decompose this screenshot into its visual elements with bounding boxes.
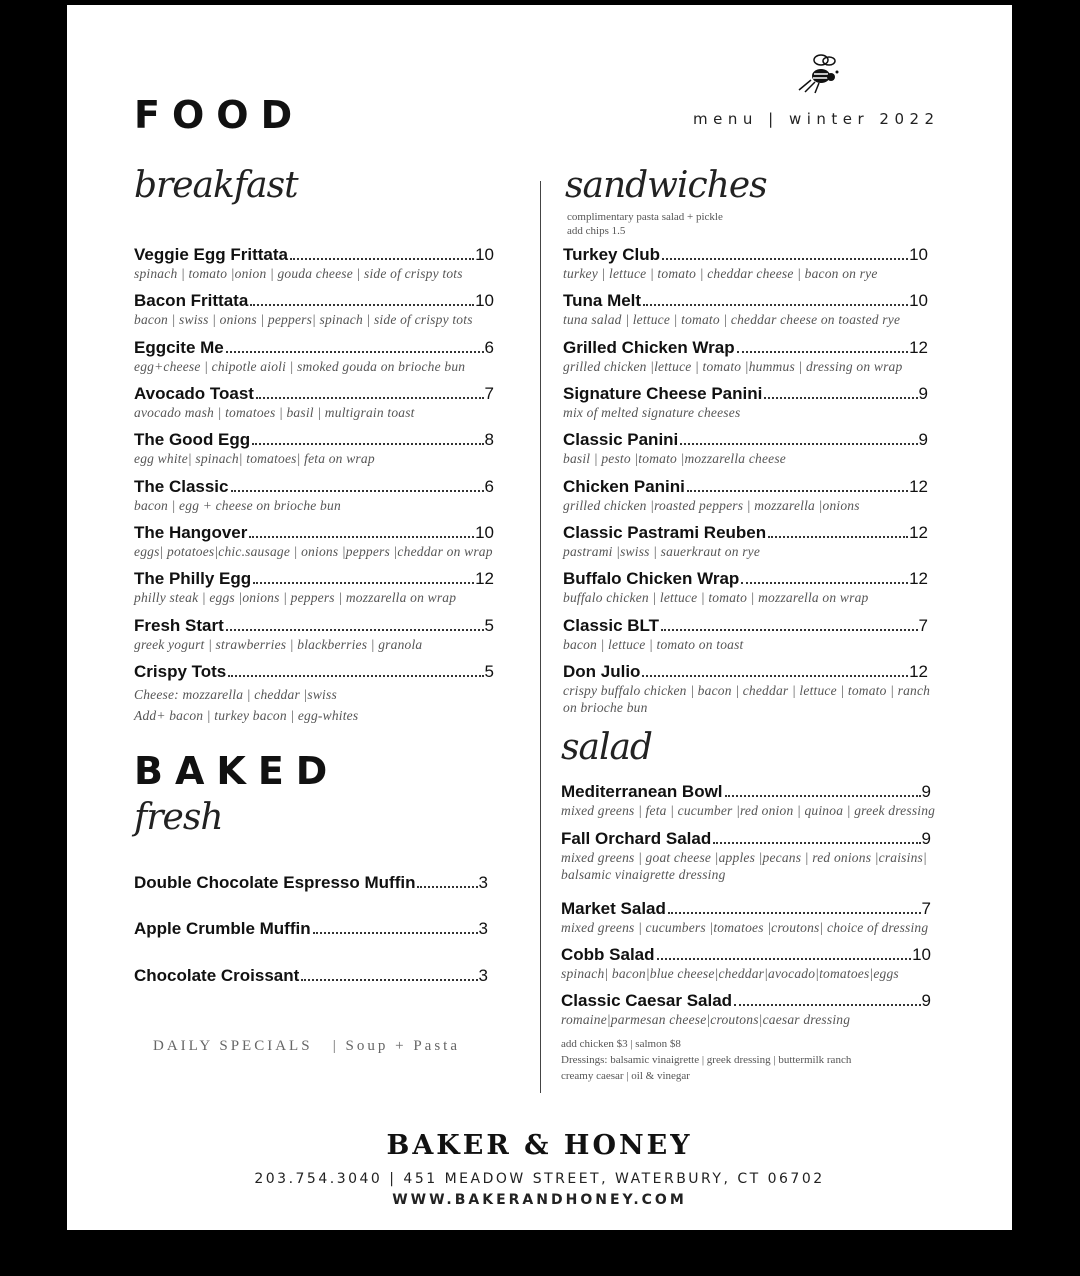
menu-item-description: mixed greens | goat cheese |apples |pecans | red onions |craisins| xyxy=(561,850,927,865)
website-link[interactable]: WWW.BAKERANDHONEY.COM xyxy=(392,1192,687,1208)
menu-item-description: tuna salad | lettuce | tomato | cheddar cheese on toasted rye xyxy=(563,312,901,327)
menu-item xyxy=(561,782,936,826)
menu-item-description-2: on brioche bun xyxy=(563,700,648,715)
menu-item-line xyxy=(563,245,928,265)
menu-item-line xyxy=(561,899,931,919)
menu-item-line xyxy=(134,966,488,986)
menu-item-description: bacon | swiss | onions | peppers| spinach | side of crispy tots xyxy=(134,312,473,327)
sandwiches-heading: sandwiches xyxy=(565,165,767,206)
menu-item-name: Chicken Panini xyxy=(563,477,685,496)
dot-leader xyxy=(250,304,474,306)
dot-leader xyxy=(417,886,477,888)
menu-item xyxy=(561,829,931,882)
menu-item-line xyxy=(563,384,928,404)
menu-item-name: Buffalo Chicken Wrap xyxy=(563,569,740,588)
menu-item-description: romaine|parmesan cheese|croutons|caesar dressing xyxy=(561,1012,851,1027)
menu-item-line xyxy=(134,873,488,893)
menu-item xyxy=(563,430,928,474)
bee-icon xyxy=(785,50,845,94)
menu-item-description: avocado mash | tomatoes | basil | multigrain toast xyxy=(134,405,415,420)
dot-leader xyxy=(661,629,917,631)
menu-item-price: 9 xyxy=(921,829,931,848)
menu-item-price: 12 xyxy=(475,569,494,588)
menu-item xyxy=(563,338,928,382)
dot-leader xyxy=(657,958,912,960)
dot-leader xyxy=(734,1004,920,1006)
menu-item-price: 12 xyxy=(909,338,928,357)
dot-leader xyxy=(226,629,484,631)
menu-item-price: 3 xyxy=(478,966,488,985)
menu-item-line xyxy=(563,430,928,450)
menu-item-description: Cheese: mozzarella | cheddar |swiss xyxy=(134,687,337,702)
dot-leader xyxy=(725,795,921,797)
dot-leader xyxy=(249,536,474,538)
dot-leader xyxy=(253,582,474,584)
dot-leader xyxy=(642,675,908,677)
menu-item-price: 9 xyxy=(918,384,928,403)
menu-item-line xyxy=(134,477,494,497)
daily-specials: DAILY SPECIALS | Soup + Pasta xyxy=(153,1038,460,1054)
menu-item-price: 12 xyxy=(909,569,928,588)
menu-item-name: The Classic xyxy=(134,477,229,496)
menu-item-line xyxy=(563,569,928,589)
dot-leader xyxy=(290,258,474,260)
menu-item-price: 10 xyxy=(912,945,931,964)
menu-item-line xyxy=(561,945,931,965)
menu-item-price: 7 xyxy=(921,899,931,918)
menu-item-line xyxy=(134,919,488,939)
menu-item-line xyxy=(134,384,494,404)
menu-subtitle: menu | winter 2022 xyxy=(693,110,940,128)
menu-item-name: Turkey Club xyxy=(563,245,660,264)
menu-item-description: crispy buffalo chicken | bacon | cheddar | lettuce | tomato | ranch xyxy=(563,683,931,698)
menu-item xyxy=(134,291,494,335)
page-title: FOOD xyxy=(134,93,305,137)
menu-item xyxy=(134,338,494,382)
dot-leader xyxy=(764,397,917,399)
menu-item-description: grilled chicken |roasted peppers | mozzarella |onions xyxy=(563,498,860,513)
menu-item xyxy=(134,873,488,917)
menu-item xyxy=(134,477,494,521)
menu-item-price: 7 xyxy=(918,616,928,635)
menu-item-name: Double Chocolate Espresso Muffin xyxy=(134,873,416,892)
dot-leader xyxy=(768,536,908,538)
menu-item-name: Mediterranean Bowl xyxy=(561,782,723,801)
dot-leader xyxy=(226,351,484,353)
menu-item-name: Bacon Frittata xyxy=(134,291,249,310)
menu-item xyxy=(563,523,928,567)
menu-item-price: 6 xyxy=(484,338,494,357)
menu-item xyxy=(134,523,494,567)
menu-item-price: 3 xyxy=(478,919,488,938)
menu-item-line xyxy=(134,662,494,682)
menu-item-price: 9 xyxy=(918,430,928,449)
menu-item-price: 10 xyxy=(475,523,494,542)
menu-item xyxy=(563,291,928,335)
menu-item xyxy=(561,991,931,1035)
menu-item-line xyxy=(134,569,494,589)
menu-item-price: 3 xyxy=(478,873,488,892)
menu-item xyxy=(134,966,488,1010)
salad-heading: salad xyxy=(561,727,652,768)
menu-item-name: Classic Panini xyxy=(563,430,679,449)
menu-item-price: 12 xyxy=(909,662,928,681)
menu-item-name: Don Julio xyxy=(563,662,641,681)
menu-item-price: 9 xyxy=(921,782,931,801)
fresh-heading: fresh xyxy=(134,797,223,838)
menu-item-price: 6 xyxy=(484,477,494,496)
menu-item xyxy=(134,662,494,723)
menu-item-price: 10 xyxy=(909,245,928,264)
dot-leader xyxy=(231,490,484,492)
salad-addons: add chicken $3 | salmon $8 xyxy=(561,1038,681,1050)
menu-item-name: Avocado Toast xyxy=(134,384,254,403)
menu-item-line xyxy=(561,991,931,1011)
menu-item-line xyxy=(563,338,928,358)
menu-item-description: mixed greens | feta | cucumber |red onion | quinoa | greek dressing xyxy=(561,803,936,818)
menu-item xyxy=(134,569,494,613)
menu-item-name: Classic BLT xyxy=(563,616,660,635)
menu-item-description: eggs| potatoes|chic.sausage | onions |peppers |cheddar on wrap xyxy=(134,544,493,559)
dot-leader xyxy=(252,443,483,445)
menu-item-description-2: Add+ bacon | turkey bacon | egg-whites xyxy=(134,708,359,723)
menu-item-line xyxy=(563,523,928,543)
menu-item-description: basil | pesto |tomato |mozzarella cheese xyxy=(563,451,786,466)
menu-item-description: turkey | lettuce | tomato | cheddar cheese | bacon on rye xyxy=(563,266,878,281)
menu-item xyxy=(134,384,494,428)
menu-item-description: grilled chicken |lettuce | tomato |hummus | dressing on wrap xyxy=(563,359,903,374)
menu-item-line xyxy=(134,523,494,543)
menu-item-price: 10 xyxy=(475,245,494,264)
dot-leader xyxy=(680,443,917,445)
menu-item-line xyxy=(134,245,494,265)
menu-item-line xyxy=(563,662,928,682)
sandwiches-note-pasta: complimentary pasta salad + pickle xyxy=(567,211,723,223)
menu-item-line xyxy=(134,430,494,450)
menu-item-description: mix of melted signature cheeses xyxy=(563,405,741,420)
menu-item-description-2: balsamic vinaigrette dressing xyxy=(561,867,726,882)
menu-item-name: Chocolate Croissant xyxy=(134,966,300,985)
menu-item xyxy=(561,945,931,989)
menu-item-line xyxy=(563,616,928,636)
menu-item-name: Apple Crumble Muffin xyxy=(134,919,311,938)
dot-leader xyxy=(301,979,477,981)
menu-item xyxy=(563,384,928,428)
menu-item-name: Cobb Salad xyxy=(561,945,655,964)
menu-item-line xyxy=(561,829,931,849)
dot-leader xyxy=(662,258,908,260)
breakfast-heading: breakfast xyxy=(134,165,298,206)
menu-item-name: Eggcite Me xyxy=(134,338,224,357)
menu-item-line xyxy=(134,338,494,358)
menu-item-name: Market Salad xyxy=(561,899,666,918)
dot-leader xyxy=(228,675,483,677)
menu-item xyxy=(563,245,928,289)
dot-leader xyxy=(256,397,484,399)
menu-item xyxy=(563,616,928,660)
menu-item-name: The Hangover xyxy=(134,523,248,542)
menu-item-price: 12 xyxy=(909,523,928,542)
menu-item xyxy=(563,477,928,521)
sandwiches-note-chips: add chips 1.5 xyxy=(567,225,626,237)
menu-item-price: 9 xyxy=(921,991,931,1010)
menu-item-description: egg+cheese | chipotle aioli | smoked gouda on brioche bun xyxy=(134,359,466,374)
menu-page xyxy=(67,5,1012,1230)
menu-item-description: buffalo chicken | lettuce | tomato | mozzarella on wrap xyxy=(563,590,869,605)
column-divider xyxy=(540,181,541,1093)
menu-item-description: spinach| bacon|blue cheese|cheddar|avocado|tomatoes|eggs xyxy=(561,966,899,981)
menu-item-line xyxy=(134,616,494,636)
menu-item-name: The Philly Egg xyxy=(134,569,252,588)
menu-item-description: spinach | tomato |onion | gouda cheese | side of crispy tots xyxy=(134,266,463,281)
baked-heading: BAKED xyxy=(134,749,340,793)
menu-item xyxy=(563,569,928,613)
menu-item-price: 5 xyxy=(484,662,494,681)
menu-item-price: 10 xyxy=(475,291,494,310)
dot-leader xyxy=(643,304,908,306)
menu-item-description: pastrami |swiss | sauerkraut on rye xyxy=(563,544,761,559)
dot-leader xyxy=(737,351,908,353)
menu-item-name: The Good Egg xyxy=(134,430,251,449)
menu-item-name: Fresh Start xyxy=(134,616,224,635)
menu-item-line xyxy=(134,291,494,311)
menu-item-name: Grilled Chicken Wrap xyxy=(563,338,735,357)
salad-dressings-2: creamy caesar | oil & vinegar xyxy=(561,1070,690,1082)
address: 203.754.3040 | 451 MEADOW STREET, WATERBURY, CT 06702 xyxy=(254,1171,825,1187)
menu-item-name: Classic Caesar Salad xyxy=(561,991,733,1010)
salad-dressings: Dressings: balsamic vinaigrette | greek dressing | buttermilk ranch xyxy=(561,1054,852,1066)
menu-item-price: 12 xyxy=(909,477,928,496)
menu-item-description: bacon | egg + cheese on brioche bun xyxy=(134,498,341,513)
menu-item-description: philly steak | eggs |onions | peppers | mozzarella on wrap xyxy=(134,590,457,605)
menu-item-name: Tuna Melt xyxy=(563,291,642,310)
menu-item-line xyxy=(563,477,928,497)
menu-item xyxy=(134,245,494,289)
menu-item-line xyxy=(561,782,931,802)
menu-item xyxy=(134,919,488,963)
menu-item-name: Classic Pastrami Reuben xyxy=(563,523,767,542)
dot-leader xyxy=(668,912,921,914)
menu-item xyxy=(561,899,931,943)
menu-item xyxy=(134,430,494,474)
menu-item xyxy=(563,662,931,715)
menu-item-price: 5 xyxy=(484,616,494,635)
dot-leader xyxy=(687,490,908,492)
menu-item-description: greek yogurt | strawberries | blackberries | granola xyxy=(134,637,423,652)
brand-name: BAKER & HONEY xyxy=(386,1130,693,1161)
menu-item-description: mixed greens | cucumbers |tomatoes |croutons| choice of dressing xyxy=(561,920,929,935)
menu-item-line xyxy=(563,291,928,311)
dot-leader xyxy=(713,842,920,844)
dot-leader xyxy=(741,582,908,584)
menu-item-name: Fall Orchard Salad xyxy=(561,829,712,848)
menu-item-name: Crispy Tots xyxy=(134,662,227,681)
menu-item-price: 7 xyxy=(484,384,494,403)
menu-item-price: 8 xyxy=(484,430,494,449)
menu-item-name: Signature Cheese Panini xyxy=(563,384,763,403)
menu-item-description: bacon | lettuce | tomato on toast xyxy=(563,637,744,652)
menu-item-description: egg white| spinach| tomatoes| feta on wrap xyxy=(134,451,375,466)
dot-leader xyxy=(313,932,478,934)
menu-item-price: 10 xyxy=(909,291,928,310)
menu-item xyxy=(134,616,494,660)
menu-item-name: Veggie Egg Frittata xyxy=(134,245,288,264)
